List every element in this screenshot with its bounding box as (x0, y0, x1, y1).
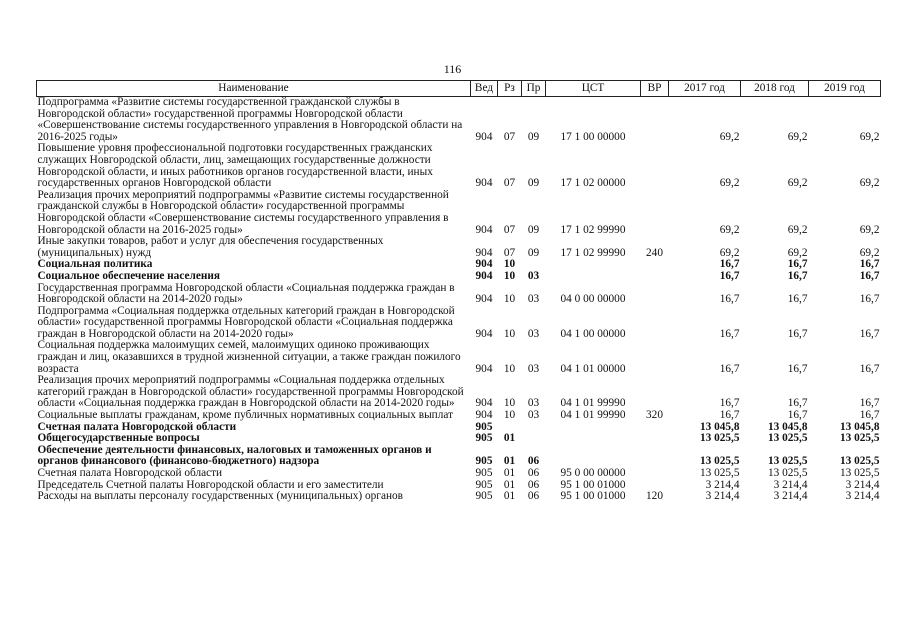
row-value-2018: 16,7 (787, 327, 808, 340)
row-vr: 120 (646, 490, 663, 503)
row-pr: 06 (527, 490, 540, 503)
row-rz: 01 (503, 478, 516, 491)
row-value-2017: 16,7 (719, 362, 740, 375)
row-ved: 904 (475, 258, 493, 271)
header-rz: Рз (498, 81, 522, 97)
row-name: Общегосударственные вопросы (37, 432, 200, 445)
row-value-2019: 69,2 (859, 223, 880, 236)
row-rz: 07 (503, 246, 516, 259)
row-ved: 905 (475, 455, 493, 468)
row-name: Социальные выплаты гражданам, кроме публичных нормативных социальных выплат (37, 409, 454, 422)
row-cst (546, 259, 641, 271)
table-row (37, 283, 881, 306)
row-ved: 904 (475, 130, 493, 143)
row-cst: 17 1 02 99990 (560, 223, 626, 236)
header-ved: Вед (471, 81, 498, 97)
row-value-2017: 16,7 (719, 258, 740, 271)
row-value-2018: 16,7 (787, 293, 808, 306)
row-value-2019: 3 214,4 (845, 490, 880, 503)
row-cst: 04 1 01 00000 (560, 362, 626, 375)
row-pr: 06 (527, 478, 540, 491)
row-ved: 904 (475, 362, 493, 375)
row-pr: 03 (527, 293, 540, 306)
row-rz: 10 (503, 258, 516, 271)
row-name: Счетная палата Новгородской области (37, 467, 223, 479)
row-value-2017: 16,7 (719, 293, 740, 306)
row-value-2019: 69,2 (859, 246, 880, 259)
row-value-2017: 3 214,4 (705, 490, 740, 503)
row-ved: 905 (475, 432, 493, 445)
row-cst: 95 1 00 01000 (560, 478, 626, 491)
row-name: Реализация прочих мероприятий подпрограммы «Социальная поддержка отдельных категорий граждан в Новгородской области» государственной программы Новгородской области «Социальная поддержка граждан в Новгородской области на 2014-2020 годы» (37, 374, 464, 410)
table-row (37, 236, 881, 259)
table-row (37, 97, 881, 144)
row-pr: 06 (527, 467, 540, 479)
row-value-2019: 16,7 (859, 409, 880, 422)
row-value-2017: 69,2 (719, 177, 740, 190)
table-row (37, 190, 881, 236)
row-rz: 07 (503, 130, 516, 143)
row-vr (641, 445, 669, 468)
row-vr (641, 433, 669, 445)
table-row (37, 410, 881, 422)
row-value-2017: 13 045,8 (699, 420, 740, 433)
row-rz: 01 (503, 455, 516, 468)
row-value-2018: 3 214,4 (773, 478, 808, 491)
row-pr: 03 (527, 269, 540, 282)
row-value-2017: 16,7 (719, 269, 740, 282)
row-value-2017: 13 025,5 (699, 467, 740, 479)
row-value-2017: 13 025,5 (699, 432, 740, 445)
row-value-2018: 13 025,5 (767, 467, 808, 479)
row-rz: 07 (503, 177, 516, 190)
row-value-2017: 16,7 (719, 409, 740, 422)
table-row (37, 143, 881, 189)
row-value-2017: 69,2 (719, 223, 740, 236)
row-rz: 07 (503, 223, 516, 236)
row-pr: 03 (527, 409, 540, 422)
row-vr: 320 (646, 409, 663, 422)
row-ved: 904 (475, 327, 493, 340)
row-value-2019: 16,7 (859, 327, 880, 340)
row-pr: 03 (527, 362, 540, 375)
row-cst: 95 0 00 00000 (560, 467, 626, 479)
row-name: Социальная поддержка малоимущих семей, малоимущих одиноко проживающих граждан и лиц, оказавшихся в трудной жизненной ситуации, а также граждан пожилого возраста (37, 339, 461, 375)
row-value-2019: 69,2 (859, 177, 880, 190)
table-row (37, 375, 881, 410)
row-vr (641, 422, 669, 434)
row-cst (546, 271, 641, 283)
row-value-2019: 16,7 (859, 397, 880, 410)
row-rz: 01 (503, 490, 516, 503)
row-ved: 905 (475, 467, 493, 479)
row-pr: 03 (527, 397, 540, 410)
row-value-2017: 69,2 (719, 246, 740, 259)
row-pr: 09 (527, 130, 540, 143)
row-value-2019: 16,7 (859, 258, 880, 271)
row-name: Повышение уровня профессиональной подготовки государственных гражданских служащих Новгородской области, лиц, замещающих государственные должности Новгородской области, и иных работников органов государственной власти, иных государственных органов Новгородской области (37, 142, 433, 190)
row-cst (546, 433, 641, 445)
row-cst: 04 1 01 99990 (560, 397, 626, 410)
header-name: Наименование (37, 81, 471, 97)
row-ved: 904 (475, 246, 493, 259)
row-pr: 09 (527, 246, 540, 259)
row-name: Государственная программа Новгородской области «Социальная поддержка граждан в Новгородской области на 2014-2020 годы» (37, 281, 455, 306)
row-name: Реализация прочих мероприятий подпрограммы «Развитие системы государственной гражданской службы в Новгородской области» государственной программы Новгородской области «Совершенствование системы государственного управления в Новгородской области на 2016-2025 годы» (37, 188, 449, 236)
row-value-2017: 3 214,4 (705, 478, 740, 491)
row-name: Социальная политика (37, 258, 153, 271)
row-value-2018: 16,7 (787, 409, 808, 422)
row-vr (641, 340, 669, 375)
row-ved: 905 (475, 478, 493, 491)
row-pr (522, 422, 546, 434)
row-name: Подпрограмма «Развитие системы государственной гражданской службы в Новгородской области» государственной программы Новгородской области «Совершенствование системы государственного управления в Новгородской области на 2016-2025 годы» (37, 96, 463, 143)
table-row (37, 306, 881, 341)
row-rz: 10 (503, 362, 516, 375)
row-ved: 904 (475, 397, 493, 410)
row-value-2018: 16,7 (787, 397, 808, 410)
table-header-row (37, 81, 881, 97)
row-rz: 10 (503, 269, 516, 282)
row-vr: 240 (646, 246, 663, 259)
row-value-2019: 69,2 (859, 130, 880, 143)
row-name: Счетная палата Новгородской области (37, 420, 237, 433)
row-value-2018: 16,7 (787, 269, 808, 282)
row-name: Иные закупки товаров, работ и услуг для обеспечения государственных (муниципальных) нужд (37, 235, 384, 259)
row-cst: 95 1 00 01000 (560, 490, 626, 503)
table-row (37, 468, 881, 480)
row-cst: 04 1 00 00000 (560, 327, 626, 340)
row-cst: 17 1 02 99990 (560, 246, 626, 259)
row-pr: 03 (527, 327, 540, 340)
row-value-2019: 16,7 (859, 362, 880, 375)
row-value-2019: 13 025,5 (839, 467, 880, 479)
table-row (37, 491, 881, 503)
row-vr (641, 271, 669, 283)
row-ved: 905 (475, 490, 493, 503)
row-value-2018: 16,7 (787, 258, 808, 271)
row-value-2018: 16,7 (787, 362, 808, 375)
row-name: Подпрограмма «Социальная поддержка отдельных категорий граждан в Новгородской области» государственной программы Новгородской области «Социальная поддержка граждан в Новгородской области на 2014-2020 годы» (37, 304, 455, 340)
row-cst: 04 1 01 99990 (560, 409, 626, 422)
row-ved: 905 (475, 420, 493, 433)
row-vr (641, 468, 669, 480)
row-value-2019: 16,7 (859, 269, 880, 282)
row-value-2017: 13 025,5 (699, 455, 740, 468)
row-name: Председатель Счетной палаты Новгородской области и его заместители (37, 478, 384, 491)
header-cst: ЦСТ (546, 81, 641, 97)
row-value-2018: 69,2 (787, 177, 808, 190)
row-value-2019: 13 025,5 (839, 455, 880, 468)
row-pr: 06 (527, 455, 540, 468)
row-vr (641, 375, 669, 410)
row-vr (641, 97, 669, 144)
row-cst: 04 0 00 00000 (560, 293, 626, 306)
row-value-2017: 69,2 (719, 130, 740, 143)
row-value-2018: 13 025,5 (767, 455, 808, 468)
row-name: Обеспечение деятельности финансовых, налоговых и таможенных органов и органов финансового (финансово-бюджетного) надзора (37, 443, 432, 468)
row-value-2018: 69,2 (787, 223, 808, 236)
row-pr: 09 (527, 223, 540, 236)
row-value-2018: 3 214,4 (773, 490, 808, 503)
row-pr (522, 433, 546, 445)
row-pr: 09 (527, 177, 540, 190)
row-ved: 904 (475, 177, 493, 190)
row-rz: 01 (503, 467, 516, 479)
row-cst (546, 422, 641, 434)
row-cst (546, 445, 641, 468)
row-ved: 904 (475, 409, 493, 422)
row-vr (641, 283, 669, 306)
row-rz: 01 (503, 432, 516, 445)
table-row (37, 271, 881, 283)
row-value-2019: 3 214,4 (845, 478, 880, 491)
header-2017: 2017 год (669, 81, 741, 97)
row-rz: 10 (503, 293, 516, 306)
header-2018: 2018 год (741, 81, 809, 97)
row-value-2018: 13 025,5 (767, 432, 808, 445)
row-value-2018: 69,2 (787, 130, 808, 143)
row-vr (641, 190, 669, 236)
header-2019: 2019 год (809, 81, 881, 97)
row-vr (641, 143, 669, 189)
row-rz: 10 (503, 409, 516, 422)
row-value-2017: 16,7 (719, 327, 740, 340)
row-name: Социальное обеспечение населения (37, 269, 220, 282)
row-value-2018: 69,2 (787, 246, 808, 259)
header-pr: Пр (522, 81, 546, 97)
row-cst: 17 1 00 00000 (560, 130, 626, 143)
row-value-2019: 16,7 (859, 293, 880, 306)
row-value-2019: 13 025,5 (839, 432, 880, 445)
row-value-2019: 13 045,8 (839, 420, 880, 433)
row-ved: 904 (475, 293, 493, 306)
row-rz: 10 (503, 397, 516, 410)
row-value-2018: 13 045,8 (767, 420, 808, 433)
row-vr (641, 259, 669, 271)
row-ved: 904 (475, 269, 493, 282)
header-vr: ВР (641, 81, 669, 97)
budget-table (36, 80, 881, 503)
table-row (37, 340, 881, 375)
row-cst: 17 1 02 00000 (560, 177, 626, 190)
page-number: 116 (443, 62, 462, 76)
row-ved: 904 (475, 223, 493, 236)
row-rz: 10 (503, 327, 516, 340)
row-value-2017: 16,7 (719, 397, 740, 410)
table-row (37, 445, 881, 468)
row-vr (641, 306, 669, 341)
row-name: Расходы на выплаты персоналу государственных (муниципальных) органов (37, 490, 403, 503)
